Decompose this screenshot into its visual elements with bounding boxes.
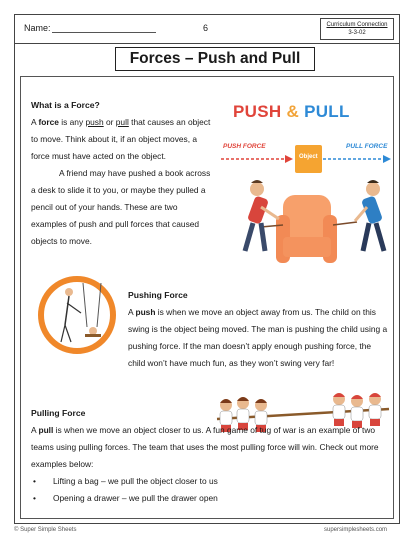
paragraph-force-definition: A force is any push or pull that causes an object to move. Think about it, if an object moves, a force must have acted on the object.	[31, 117, 211, 161]
pull-force-label: PULL FORCE	[346, 143, 388, 150]
armchair-illustration	[261, 195, 357, 263]
object-label: Object	[299, 154, 318, 160]
section-heading: What is a Force?	[31, 100, 100, 110]
ampersand: &	[286, 102, 300, 121]
push-force-label: PUSH FORCE	[223, 143, 266, 150]
pulling-man-illustration	[355, 180, 384, 251]
page-title: Forces – Push and Pull	[115, 47, 315, 71]
footer-website: supersimplesheets.com	[324, 527, 388, 533]
page-number: 6	[203, 23, 209, 33]
curriculum-code: 3-3-02	[348, 30, 366, 36]
name-field-line[interactable]	[52, 32, 156, 33]
curriculum-connection-box	[320, 18, 394, 40]
pushing-man-illustration	[245, 180, 279, 251]
pull-word: PULL	[304, 102, 350, 121]
section-pushing-force	[128, 287, 390, 372]
pull-examples-list	[31, 473, 391, 507]
push-word: PUSH	[233, 102, 282, 121]
name-label: Name:	[24, 23, 51, 33]
paragraph-pull-definition: A pull is when we move an object closer to us. A fun game of tug of war is an example of two teams using pulling forces. The team that uses the most pulling force will win. Check out more examples below:	[31, 425, 379, 469]
footer-copyright: © Super Simple Sheets	[14, 527, 77, 533]
list-item: • Opening a drawer – we pull the drawer open	[33, 493, 218, 503]
content-box	[20, 76, 394, 519]
push-force-arrow	[221, 155, 293, 163]
header-row	[15, 15, 399, 44]
section-heading: Pulling Force	[31, 408, 86, 418]
paragraph-push-definition: A push is when we move an object away from us. The child on this swing is the object being moved. The man is pushing the child using a pushing force. If the man doesn’t apply enough pushing force, the child won’t have much fun, as they won’t swing very far!	[128, 307, 388, 368]
section-pulling-force	[31, 405, 391, 507]
list-item: • Lifting a bag – we pull the object closer to us	[33, 476, 218, 486]
curriculum-title: Curriculum Connection	[326, 22, 388, 28]
section-heading: Pushing Force	[128, 290, 188, 300]
paragraph-friend-example: A friend may have pushed a book across a desk to slide it to you, or maybe they pulled a pencil out of your hands. These are two examples of push and pull forces that caused objects to move.	[31, 168, 211, 246]
worksheet-page	[14, 14, 400, 524]
swing-illustration	[41, 279, 113, 351]
pull-force-arrow	[323, 155, 391, 163]
